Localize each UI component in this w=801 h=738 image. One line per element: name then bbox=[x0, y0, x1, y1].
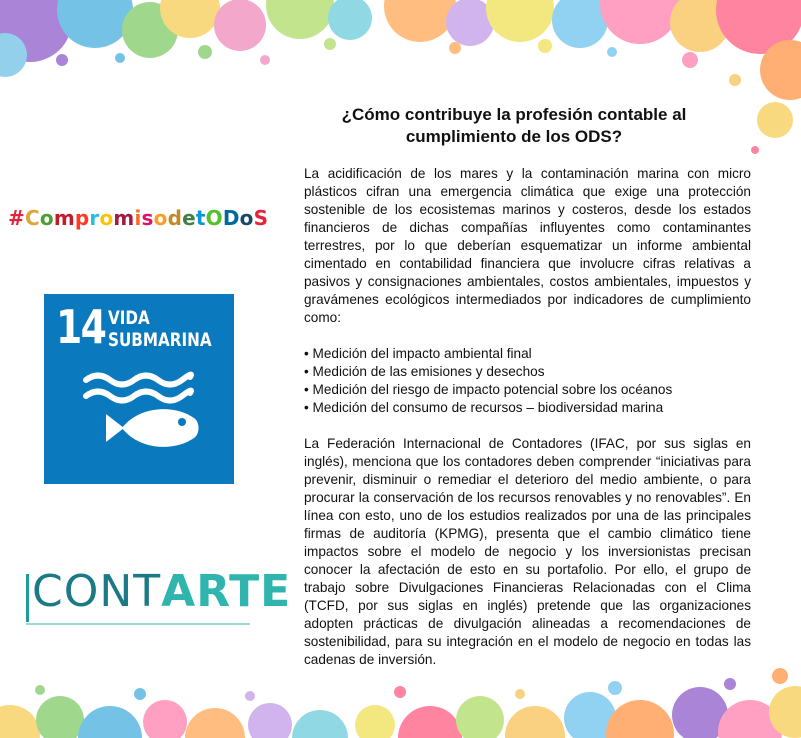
hashtag-letter: # bbox=[8, 206, 25, 230]
bullet-list bbox=[304, 345, 751, 417]
hashtag-letter: p bbox=[74, 206, 90, 230]
hashtag-letter: e bbox=[182, 206, 196, 230]
hashtag-letter: o bbox=[239, 206, 254, 230]
bullet-item: • Medición de las emisiones y desechos bbox=[304, 363, 751, 381]
bullet-item: • Medición del riesgo de impacto potencial sobre los océanos bbox=[304, 381, 751, 399]
hashtag-letter: m bbox=[113, 206, 135, 230]
article-body bbox=[304, 165, 751, 669]
hashtag-letter: C bbox=[24, 206, 40, 230]
hashtag-letter: D bbox=[222, 206, 240, 230]
hashtag-letter: o bbox=[153, 206, 168, 230]
bullet-item: • Medición del impacto ambiental final bbox=[304, 345, 751, 363]
paragraph-2: La Federación Internacional de Contadores (IFAC, por sus siglas en inglés), menciona que los contadores deben comprender “iniciativas para prevenir, disminuir o remediar el deterioro del medio ambiente, o para procurar la conservación de los recursos renovables y no renovables”. En línea con esto, uno de los estudios realizados por una de las principales firmas de auditoría (KPMG), presenta que el cambio climático tiene impactos sobre el modelo de negocio y los inversionistas precisan conocer la afectación de esto en su portafolio. Por ello, el grupo de trabajo sobre Divulgaciones Financieras Relacionadas con el Clima (TCFD, por sus siglas en inglés) pretende que las organizaciones adopten prácticas de divulgación alineadas a recomendaciones de sostenibilidad, para su integración en el modelo de negocio en todas las cadenas de inversión. bbox=[304, 436, 751, 667]
hashtag-compromiso bbox=[8, 206, 268, 230]
hashtag-letter: S bbox=[253, 206, 269, 230]
hashtag-letter: o bbox=[99, 206, 114, 230]
paragraph-1: La acidificación de los mares y la contaminación marina con micro plásticos cifran una emergencia climática que exige una protección sostenible de los ecosistemas marinos y costeros, desde los estados financieros de dichas compañías influyentes como contaminantes terrestres, por lo que deberían esquematizar un informe ambiental cimentado en contabilidad financiera que involucre cifras relativas a pasivos y consignaciones ambientales, costos ambientales, impuestos y gravámenes ecológicos intermediados por indicadores de cumplimiento como: bbox=[304, 166, 751, 325]
logo-text-arte: ARTE bbox=[161, 566, 292, 617]
hashtag-letter: d bbox=[167, 206, 183, 230]
logo-bar bbox=[26, 574, 29, 622]
sdg-number: 14 bbox=[56, 300, 106, 354]
logo-text bbox=[32, 566, 292, 617]
fish-waves-icon bbox=[44, 294, 234, 484]
logo-text-cont: CONT bbox=[32, 566, 162, 617]
logo-underline bbox=[26, 623, 250, 625]
hashtag-letter: t bbox=[195, 206, 206, 230]
hashtag-letter: r bbox=[89, 206, 100, 230]
hashtag-letter: O bbox=[205, 206, 223, 230]
hashtag-letter: i bbox=[134, 206, 142, 230]
article-title: ¿Cómo contribuye la profesión contable al cumplimiento de los ODS? bbox=[341, 105, 687, 146]
contarte-logo bbox=[26, 566, 292, 628]
sdg-14-tile bbox=[44, 294, 234, 484]
sdg-title-line1: VIDA bbox=[108, 307, 150, 329]
hashtag-letter: s bbox=[141, 206, 154, 230]
hashtag-letter: m bbox=[53, 206, 75, 230]
sdg-title-line2: SUBMARINA bbox=[108, 329, 212, 351]
bullet-item: • Medición del consumo de recursos – biodiversidad marina bbox=[304, 399, 751, 417]
hashtag-letter: o bbox=[39, 206, 54, 230]
